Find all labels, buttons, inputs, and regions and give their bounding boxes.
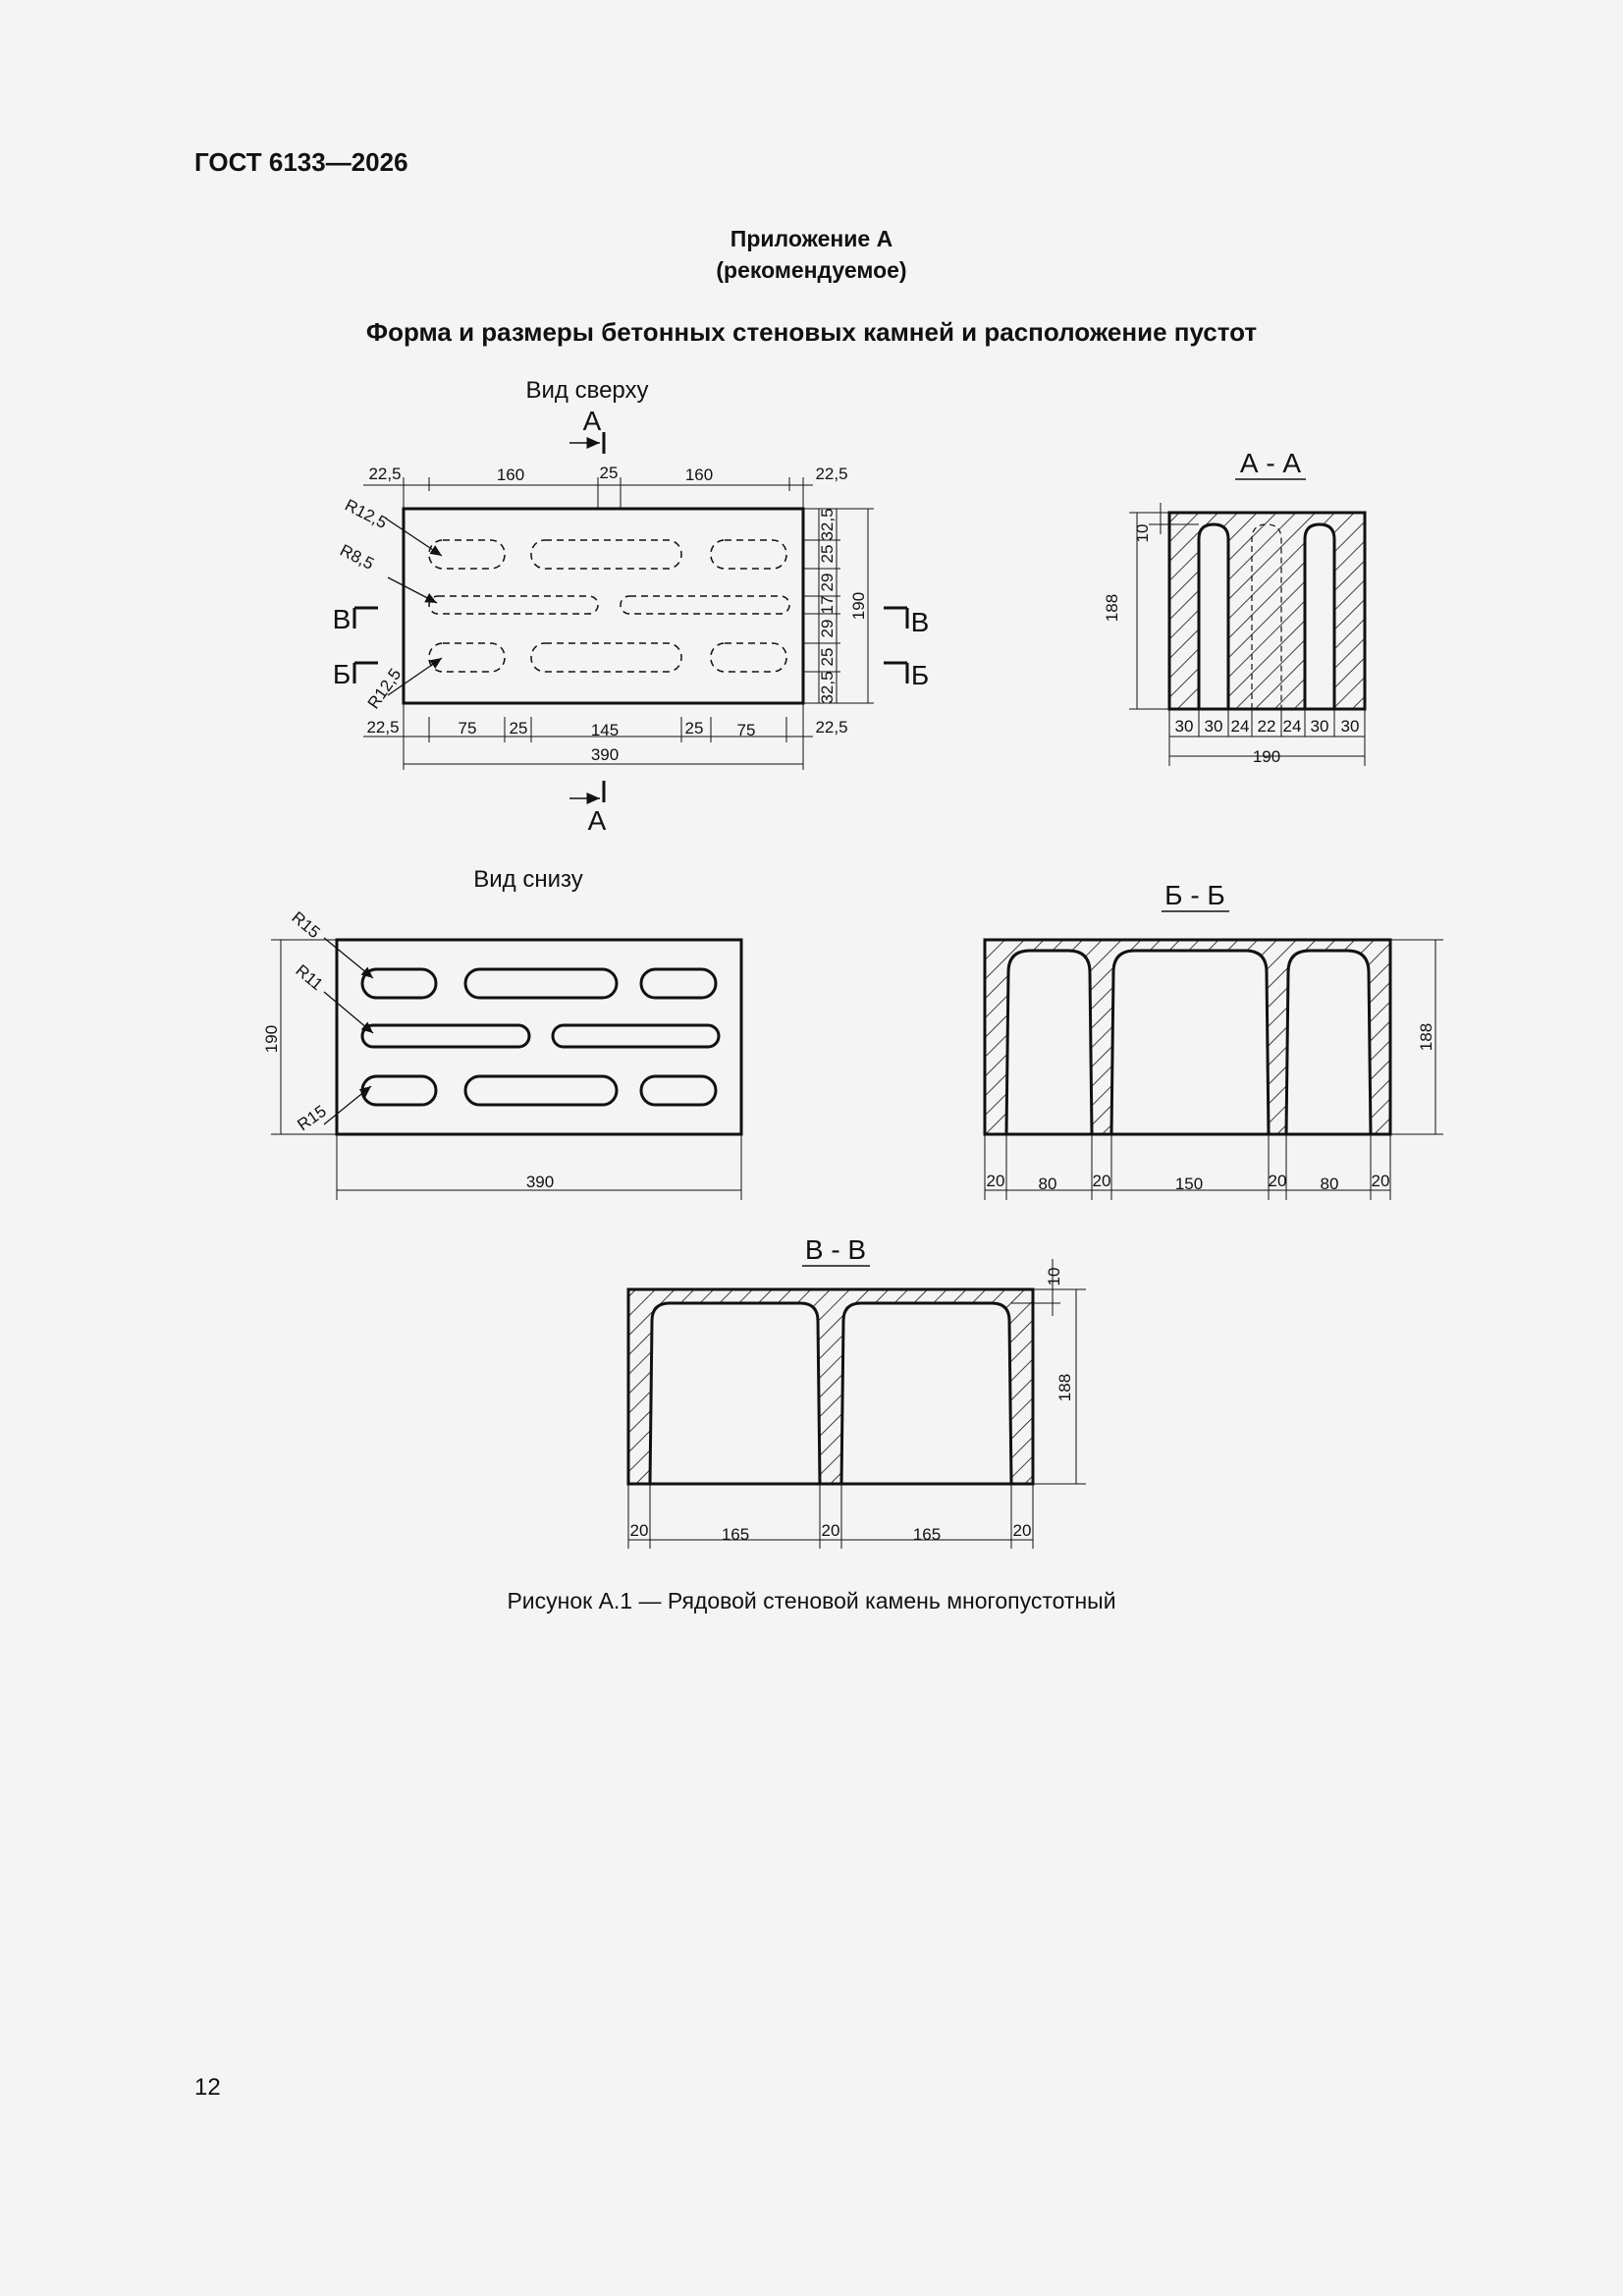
radius-label-top: R12,5 — [342, 495, 391, 533]
aa-dim-30-4: 30 — [1340, 717, 1360, 736]
dim-bottom-75-left: 75 — [458, 719, 477, 738]
section-v-v-title: В - В — [804, 1234, 867, 1265]
dim-v-190: 190 — [849, 591, 868, 621]
dim-bottom-145: 145 — [590, 721, 620, 739]
top-view — [333, 377, 930, 836]
vv-dim-20-1: 20 — [629, 1521, 649, 1540]
dim-v-325-top: 32,5 — [818, 508, 837, 541]
dim-bottom-left-225: 22,5 — [366, 718, 400, 737]
aa-dim-24-1: 24 — [1230, 717, 1250, 736]
bb-dim-20-3: 20 — [1268, 1172, 1287, 1190]
dim-bottom-25-left: 25 — [509, 719, 528, 738]
aa-dim-190: 190 — [1252, 747, 1281, 766]
dim-v-17: 17 — [818, 595, 837, 615]
aa-dim-188: 188 — [1103, 593, 1121, 623]
cut-a-bottom-label: А — [587, 805, 607, 836]
bb-dim-20-1: 20 — [986, 1172, 1005, 1190]
aa-dim-24-2: 24 — [1282, 717, 1302, 736]
bb-dim-80-left: 80 — [1038, 1175, 1057, 1193]
vv-dim-20-2: 20 — [821, 1521, 840, 1540]
dim-top-160-right: 160 — [684, 465, 714, 484]
vv-dim-10: 10 — [1045, 1267, 1063, 1286]
dim-top-left-225: 22,5 — [368, 465, 402, 483]
bottom-view-voids — [362, 969, 719, 1105]
figure-caption: Рисунок А.1 — Рядовой стеновой камень многопустотный — [507, 1588, 1116, 1613]
dim-total-390: 390 — [590, 745, 620, 764]
page-number: 12 — [194, 2074, 221, 2101]
bottom-dim-390: 390 — [525, 1173, 555, 1191]
dim-v-325-bottom: 32,5 — [818, 671, 837, 704]
dim-v-25-top: 25 — [818, 544, 837, 564]
section-v-v — [628, 1234, 1086, 1549]
aa-dim-30-2: 30 — [1204, 717, 1223, 736]
aa-dim-30-3: 30 — [1310, 717, 1329, 736]
vv-dim-188: 188 — [1055, 1373, 1074, 1402]
dim-bottom-25-right: 25 — [684, 719, 704, 738]
bb-dim-80-right: 80 — [1320, 1175, 1339, 1193]
appendix-title: Приложение А — [730, 226, 893, 251]
bb-dim-20-2: 20 — [1092, 1172, 1111, 1190]
bottom-radius-r11: R11 — [292, 960, 327, 995]
radius-label-bottom: R12,5 — [363, 665, 406, 713]
bb-dim-150: 150 — [1174, 1175, 1204, 1193]
bottom-view — [262, 866, 741, 1200]
aa-dim-22: 22 — [1257, 717, 1276, 736]
dim-v-25-bottom: 25 — [818, 647, 837, 667]
dim-top-25: 25 — [599, 464, 619, 482]
dim-bottom-75-right: 75 — [736, 721, 756, 739]
figure-title: Форма и размеры бетонных стеновых камней и расположение пустот — [365, 317, 1258, 347]
cut-a-top-label: А — [582, 406, 602, 436]
dim-top-160-left: 160 — [496, 465, 525, 484]
dim-top-right-225: 22,5 — [815, 465, 848, 483]
section-a-a — [1103, 448, 1365, 766]
section-a-a-title: А - А — [1239, 448, 1302, 478]
bb-dim-20-4: 20 — [1371, 1172, 1390, 1190]
vv-dim-165-left: 165 — [721, 1525, 750, 1544]
bottom-radius-r15-top: R15 — [288, 907, 324, 943]
vv-dim-165-right: 165 — [912, 1525, 942, 1544]
section-b-b — [985, 880, 1443, 1200]
cut-v-right-label: В — [910, 607, 930, 637]
dim-bottom-right-225: 22,5 — [815, 718, 848, 737]
radius-label-mid: R8,5 — [337, 540, 377, 574]
vv-dim-20-3: 20 — [1012, 1521, 1032, 1540]
bb-dim-188: 188 — [1417, 1022, 1435, 1052]
dim-v-29-top: 29 — [818, 573, 837, 592]
top-view-voids — [429, 540, 789, 672]
section-b-b-title: Б - Б — [1164, 880, 1225, 910]
aa-dim-10: 10 — [1133, 523, 1152, 543]
appendix-subtitle: (рекомендуемое) — [716, 257, 907, 283]
bottom-radius-r15-bottom: R15 — [294, 1101, 330, 1135]
cut-b-left-label: Б — [332, 659, 352, 689]
aa-dim-30-1: 30 — [1174, 717, 1194, 736]
bottom-view-title: Вид снизу — [473, 866, 583, 893]
document-header: ГОСТ 6133—2026 — [194, 147, 408, 177]
cut-b-right-label: Б — [910, 660, 930, 690]
cut-v-left-label: В — [332, 604, 352, 634]
bottom-dim-190: 190 — [262, 1024, 281, 1054]
top-view-title: Вид сверху — [525, 377, 649, 404]
dim-v-29-bottom: 29 — [818, 619, 837, 638]
